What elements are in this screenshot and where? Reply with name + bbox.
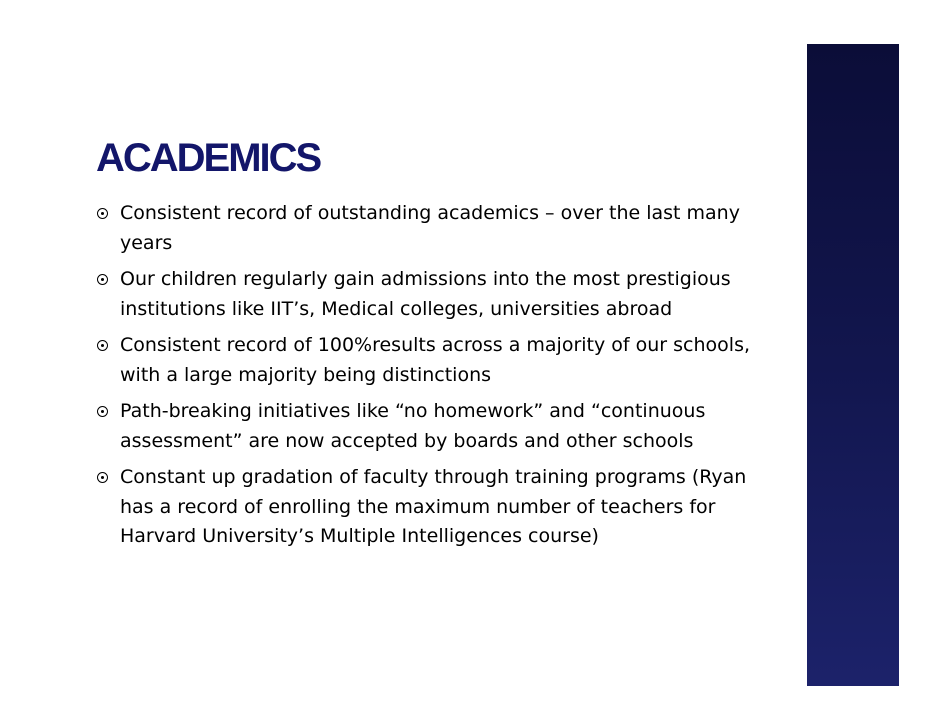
circle-dot-bullet-icon [97, 472, 108, 483]
circle-dot-bullet-icon [97, 340, 108, 351]
circle-dot-bullet-icon [97, 208, 108, 219]
bullet-item-admissions [96, 265, 766, 324]
bullet-text: Our children regularly gain admissions into the most prestigious institutions like IIT’s, Medical colleges, universities abroad [120, 268, 731, 320]
decorative-side-panel [807, 44, 899, 686]
bullet-item-faculty [96, 463, 766, 552]
bullet-text: Consistent record of outstanding academics – over the last many years [120, 202, 740, 254]
circle-dot-bullet-icon [97, 274, 108, 285]
bullet-text: Path-breaking initiatives like “no homework” and “continuous assessment” are now accepted by boards and other schools [120, 400, 706, 452]
bullet-item-academics-record [96, 199, 766, 258]
circle-dot-bullet-icon [97, 406, 108, 417]
bullet-text: Constant up gradation of faculty through training programs (Ryan has a record of enrolling the maximum number of teachers for Harvard University’s Multiple Intelligences course) [120, 466, 747, 547]
bullet-text: Consistent record of 100%results across a majority of our schools, with a large majority being distinctions [120, 334, 751, 386]
bullet-item-results [96, 331, 766, 390]
bullet-list [96, 199, 766, 559]
slide-title: ACADEMICS [96, 136, 321, 180]
bullet-item-initiatives [96, 397, 766, 456]
